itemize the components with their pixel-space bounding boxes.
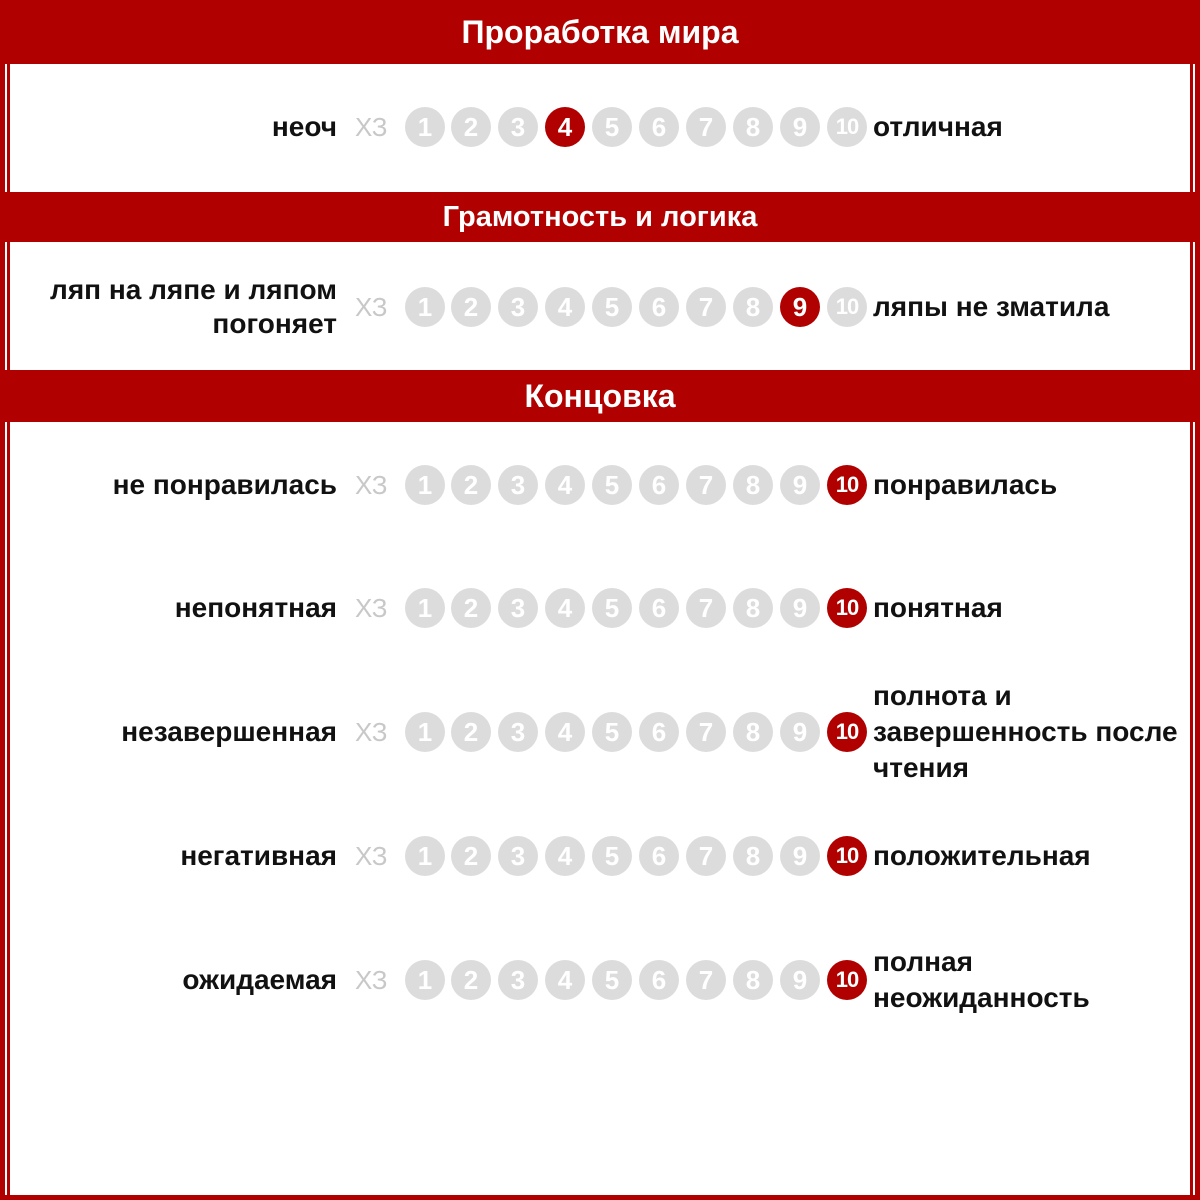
xz-option[interactable]: ХЗ [355,964,388,995]
score-circle-3[interactable]: 3 [498,712,538,752]
score-circle-7[interactable]: 7 [686,960,726,1000]
left-label: ожидаемая [182,964,337,995]
score-circle-6[interactable]: 6 [639,107,679,147]
score-circle-4[interactable]: 4 [545,107,585,147]
score-circle-7[interactable]: 7 [686,107,726,147]
score-circle-8[interactable]: 8 [733,107,773,147]
score-circle-1[interactable]: 1 [405,465,445,505]
score-circle-2[interactable]: 2 [451,465,491,505]
score-circle-10[interactable]: 10 [827,836,867,876]
section-header-logic [5,192,1195,242]
score-circle-8[interactable]: 8 [733,712,773,752]
score-circle-5[interactable]: 5 [592,287,632,327]
score-circle-1[interactable]: 1 [405,960,445,1000]
right-label: отличная [873,111,1003,142]
score-circle-4[interactable]: 4 [545,588,585,628]
score-circle-9[interactable]: 9 [780,465,820,505]
right-label: полнота и завершенность после чтения [873,680,1178,783]
score-circle-9[interactable]: 9 [780,712,820,752]
score-circle-2[interactable]: 2 [451,836,491,876]
rating-row [5,82,1195,172]
score-circle-1[interactable]: 1 [405,287,445,327]
score-circle-8[interactable]: 8 [733,960,773,1000]
score-circle-7[interactable]: 7 [686,588,726,628]
xz-option[interactable]: ХЗ [355,592,388,623]
score-circle-2[interactable]: 2 [451,107,491,147]
score-circle-3[interactable]: 3 [498,836,538,876]
score-circle-3[interactable]: 3 [498,465,538,505]
score-circle-3[interactable]: 3 [498,588,538,628]
score-circle-8[interactable]: 8 [733,588,773,628]
score-circle-1[interactable]: 1 [405,588,445,628]
score-circle-10[interactable]: 10 [827,287,867,327]
score-circle-10[interactable]: 10 [827,465,867,505]
score-circle-4[interactable]: 4 [545,287,585,327]
xz-option[interactable]: ХЗ [355,716,388,747]
score-circle-5[interactable]: 5 [592,465,632,505]
section-title: Концовка [524,377,676,414]
score-circle-10[interactable]: 10 [827,107,867,147]
score-circle-7[interactable]: 7 [686,465,726,505]
right-label: понравилась [873,469,1058,500]
score-circle-2[interactable]: 2 [451,960,491,1000]
score-circle-10[interactable]: 10 [827,712,867,752]
left-label: негативная [180,840,337,871]
score-circle-1[interactable]: 1 [405,712,445,752]
score-circle-10[interactable]: 10 [827,960,867,1000]
xz-option[interactable]: ХЗ [355,469,388,500]
score-circle-3[interactable]: 3 [498,960,538,1000]
section-header-ending [5,370,1195,422]
left-label: ляп на ляпе и ляпом погоняет [50,274,337,339]
rating-row [5,440,1195,530]
score-circle-7[interactable]: 7 [686,287,726,327]
score-circle-5[interactable]: 5 [592,107,632,147]
xz-option[interactable]: ХЗ [355,291,388,322]
score-circle-2[interactable]: 2 [451,588,491,628]
score-circle-5[interactable]: 5 [592,712,632,752]
rating-row [5,680,1195,783]
score-circle-2[interactable]: 2 [451,712,491,752]
score-circle-8[interactable]: 8 [733,465,773,505]
section-title: Грамотность и логика [442,200,758,233]
score-circle-4[interactable]: 4 [545,836,585,876]
left-label: непонятная [174,592,337,623]
score-circle-4[interactable]: 4 [545,712,585,752]
left-label: незавершенная [121,716,337,747]
score-circle-9[interactable]: 9 [780,588,820,628]
score-circle-3[interactable]: 3 [498,107,538,147]
score-circle-5[interactable]: 5 [592,836,632,876]
rating-row [5,262,1195,352]
score-circle-5[interactable]: 5 [592,588,632,628]
rating-row [5,935,1195,1025]
rating-row [5,811,1195,901]
right-label: полная неожиданность [873,946,1090,1013]
score-circle-9[interactable]: 9 [780,287,820,327]
right-label: понятная [873,592,1003,623]
score-circle-6[interactable]: 6 [639,960,679,1000]
xz-option[interactable]: ХЗ [355,111,388,142]
score-circle-5[interactable]: 5 [592,960,632,1000]
score-circle-1[interactable]: 1 [405,107,445,147]
rating-row [5,563,1195,653]
score-circle-9[interactable]: 9 [780,836,820,876]
score-circle-9[interactable]: 9 [780,960,820,1000]
score-circle-7[interactable]: 7 [686,836,726,876]
score-circle-6[interactable]: 6 [639,836,679,876]
score-circle-3[interactable]: 3 [498,287,538,327]
left-label: неоч [271,111,337,142]
score-circle-4[interactable]: 4 [545,465,585,505]
score-circle-1[interactable]: 1 [405,836,445,876]
score-circle-9[interactable]: 9 [780,107,820,147]
score-circle-8[interactable]: 8 [733,287,773,327]
score-circle-10[interactable]: 10 [827,588,867,628]
score-circle-7[interactable]: 7 [686,712,726,752]
score-circle-2[interactable]: 2 [451,287,491,327]
section-body-ending [7,422,1193,1198]
score-circle-6[interactable]: 6 [639,465,679,505]
xz-option[interactable]: ХЗ [355,840,388,871]
score-circle-4[interactable]: 4 [545,960,585,1000]
score-circle-8[interactable]: 8 [733,836,773,876]
section-header-world [5,0,1195,64]
section-title: Проработка мира [461,13,739,50]
score-circle-6[interactable]: 6 [639,588,679,628]
score-circle-6[interactable]: 6 [639,712,679,752]
score-circle-6[interactable]: 6 [639,287,679,327]
left-label: не понравилась [112,469,337,500]
right-label: ляпы не зматила [873,291,1110,322]
right-label: положительная [873,840,1091,871]
